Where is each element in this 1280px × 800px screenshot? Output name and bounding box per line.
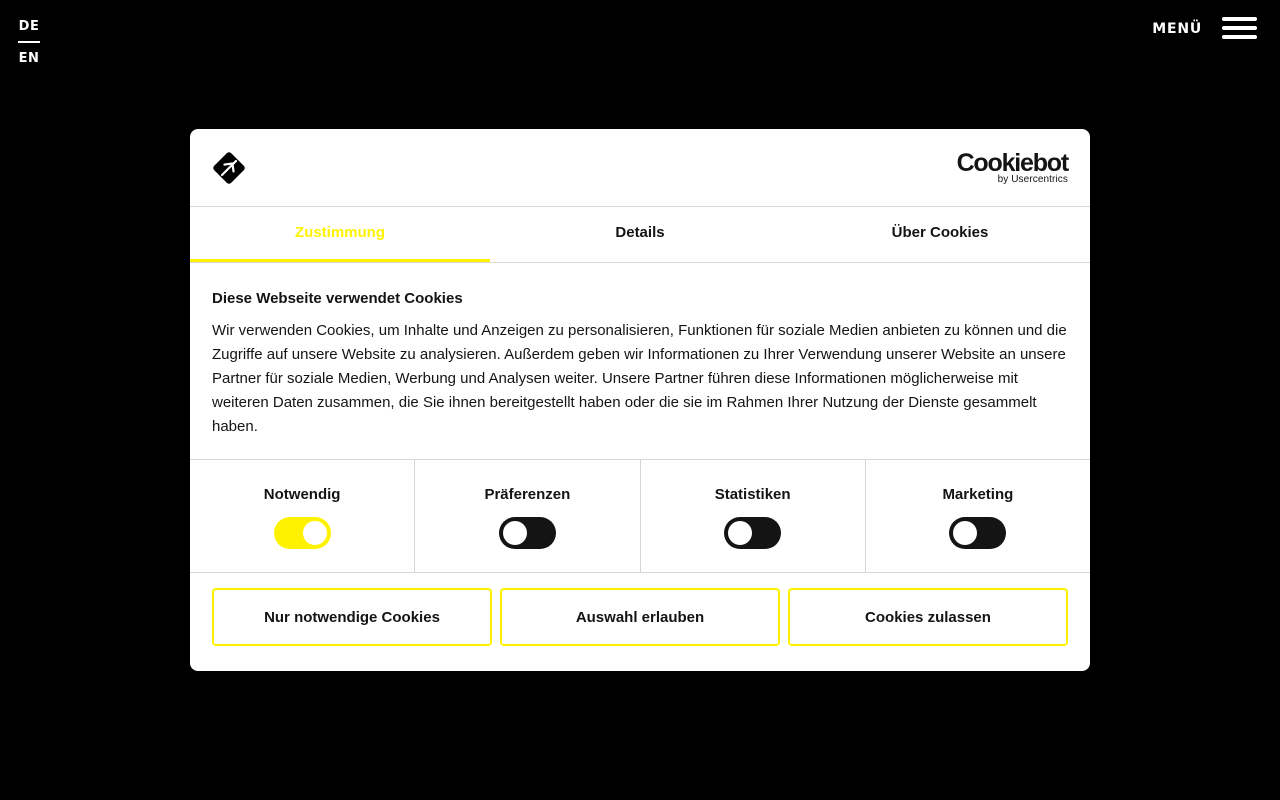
dialog-text: Wir verwenden Cookies, um Inhalte und Anzeigen zu personalisieren, Funktionen für soziale Medien anbieten zu können und die Zugriffe auf unsere Website zu analysieren. Außerdem geben wir Informationen zu Ihrer Verwendung unserer Website an unsere Partner für soziale Medien, Werbung und Analysen weiter. Unsere Partner führen diese Informationen möglicherweise mit weiteren Daten zusammen, die Sie ihnen bereitgestellt haben oder die sie im Rahmen Ihrer Nutzung der Dienste gesammelt haben. xyxy=(212,322,1067,435)
allow-selection-button[interactable]: Auswahl erlauben xyxy=(500,588,780,646)
toggle-cell-notwendig xyxy=(190,460,415,572)
toggle-marketing[interactable] xyxy=(949,517,1006,549)
toggle-label-notwendig: Notwendig xyxy=(263,486,341,503)
consent-toggles xyxy=(190,460,1090,573)
dialog-heading: Diese Webseite verwendet Cookies xyxy=(212,290,463,307)
language-switcher xyxy=(18,18,40,68)
toggle-statistiken[interactable] xyxy=(724,517,781,549)
dialog-actions xyxy=(190,573,1090,646)
menu-label: MENÜ xyxy=(1152,21,1202,37)
hamburger-icon xyxy=(1222,17,1257,41)
toggle-cell-praeferenzen xyxy=(415,460,640,572)
dialog-body xyxy=(190,263,1090,460)
toggle-notwendig[interactable] xyxy=(274,517,331,549)
cookie-consent-dialog xyxy=(190,129,1090,671)
allow-all-button[interactable]: Cookies zulassen xyxy=(788,588,1068,646)
language-de-link[interactable]: DE xyxy=(18,18,40,43)
tab-ueber-cookies[interactable]: Über Cookies xyxy=(891,224,989,241)
toggle-praeferenzen[interactable] xyxy=(499,517,556,549)
cookiebot-logo-name: Cookiebot xyxy=(956,149,1068,177)
menu-button[interactable] xyxy=(1152,17,1257,41)
language-en-link[interactable]: EN xyxy=(18,51,40,66)
tab-details[interactable]: Details xyxy=(615,224,665,241)
toggle-label-statistiken: Statistiken xyxy=(714,486,791,503)
dialog-header xyxy=(190,129,1090,207)
dialog-tabs xyxy=(190,207,1090,263)
toggle-cell-statistiken xyxy=(641,460,866,572)
cookiebot-logo[interactable] xyxy=(957,150,1068,185)
toggle-label-marketing: Marketing xyxy=(942,486,1014,503)
toggle-cell-marketing xyxy=(866,460,1090,572)
tab-zustimmung[interactable]: Zustimmung xyxy=(190,207,490,262)
cookiebot-logo-sub: by Usercentrics xyxy=(997,174,1068,185)
necessary-only-button[interactable]: Nur notwendige Cookies xyxy=(212,588,492,646)
toggle-label-praeferenzen: Präferenzen xyxy=(484,486,571,503)
brand-logo-icon xyxy=(212,151,246,185)
